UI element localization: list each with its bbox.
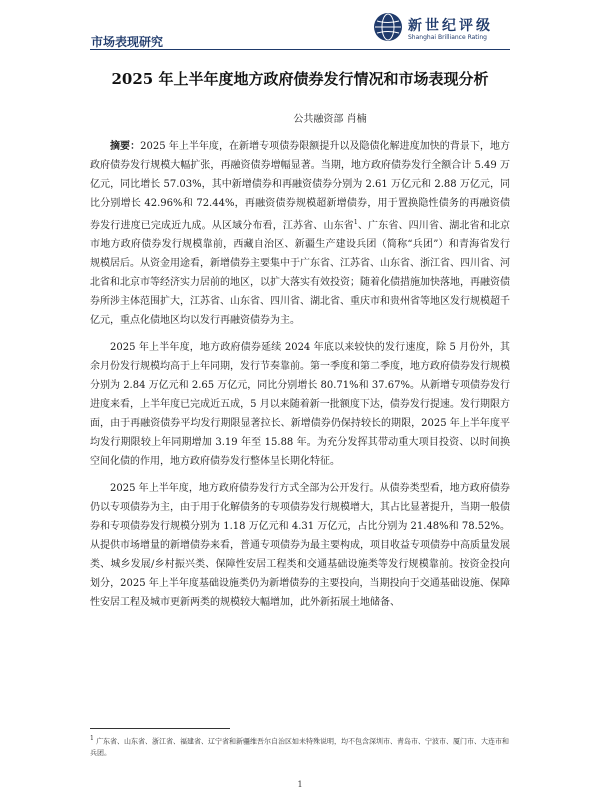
section-label: 市场表现研究: [91, 35, 164, 49]
abstract-text-continued: 、广东省、四川省、湖北省和北京市地方政府债券发行规模靠前，西藏自治区、新疆生产建设兵团（简称“兵团”）和青海省发行规模居后。从资金用途看，新增债券主要集中于广东省、江苏省、山东省、浙江省、四川省、河北省和北京市等经济实力居前的地区，以扩大落实有效投资；随着化债措施加快落地，再融资债券所涉主体范围扩大，江苏省、山东省、四川省、湖北省、重庆市和贵州省等地区发行规模超千亿元，重点化债地区均以发行再融资债券为主。: [90, 220, 511, 327]
document-body: [90, 137, 510, 620]
author-line: 公共融资部 肖楠: [293, 114, 367, 125]
page-number: 1: [297, 780, 303, 789]
abstract-text: 2025 年上半年度，在新增专项债券限额提升以及隐债化解进度加快的背景下，地方政府债券发行规模大幅扩张，再融资债券增幅显著。当期，地方政府债券发行全额合计 5.49 万亿元，同比增长 57.03%，其中新增债券和再融资债券分别为 2.61 万亿元和 2.88 万亿元，同比分别增长 42.96%和 72.44%，再融资债券规模超新增债券，用于置换隐性债务的再融资债券发行进度已完成近九成。从区域分布看，江苏省、山东省: [90, 141, 511, 232]
company-logo: [373, 12, 513, 46]
header-divider: [90, 49, 510, 50]
footnote-divider: [90, 728, 230, 729]
document-title: 2025 年上半年度地方政府债券发行情况和市场表现分析: [111, 70, 489, 88]
footnote-text: 广东省、山东省、浙江省、福建省、辽宁省和新疆维吾尔自治区如未特殊说明，均不包含深圳市、青岛市、宁波市、厦门市、大连市和兵团。: [90, 737, 510, 758]
logo-chinese-name: 新世纪评级: [408, 18, 493, 34]
body-paragraph-2: 2025 年上半年度，地方政府债券发行方式全部为公开发行。从债券类型看，地方政府债券仍以专项债券为主，由于用于化解债务的专项债券发行规模增大，其占比显著提升，当期一般债券和专项债券发行规模分别为 1.18 万亿元和 4.31 万亿元，占比分别为 21.48%和 78.52%。从提供市场增量的新增债券来看，普通专项债券为最主要构成，项目收益专项债券中高质量发展类、城乡发展/乡村振兴类、保障性安居工程类和交通基础设施类等发行规模靠前。按资金投向划分，2025 年上半年度基础设施类仍为新增债券的主要投向，当期投向于交通基础设施、保障性安居工程及城市更新两类的规模较大幅增加，此外新拓展土地储备、: [90, 483, 510, 609]
logo-english-name: Shanghai Brilliance Rating: [408, 34, 487, 41]
abstract-label: 摘要：: [110, 141, 141, 152]
globe-emblem-icon: [373, 12, 403, 42]
footnote: [90, 733, 510, 759]
abstract-paragraph: [90, 137, 510, 330]
footnote-number: 1: [90, 735, 94, 742]
footnote-reference[interactable]: 1: [353, 219, 358, 226]
body-paragraph-1: 2025 年上半年度，地方政府债券延续 2024 年底以来较快的发行速度，除 5 月份外，其余月份发行规模均高于上年同期，发行节奏靠前。第一季度和第二季度，地方政府债券发行规模分别为 2.84 万亿元和 2.65 万亿元，同比分别增长 80.71%和 37.67%。从新增专项债券发行进度来看，上半年度已完成近五成，5 月以来随着新一批额度下达，债券发行提速。发行期限方面，由于再融资债券平均发行期限显著拉长、新增债券仍保持较长的期限，2025 年上半年度平均发行期限较上年同期增加 3.19 年至 15.88 年。为充分发挥其带动重大项目投资、以时间换空间化债的作用，地方政府债券发行整体呈长期化特征。: [90, 342, 510, 468]
page-header: [0, 0, 600, 52]
